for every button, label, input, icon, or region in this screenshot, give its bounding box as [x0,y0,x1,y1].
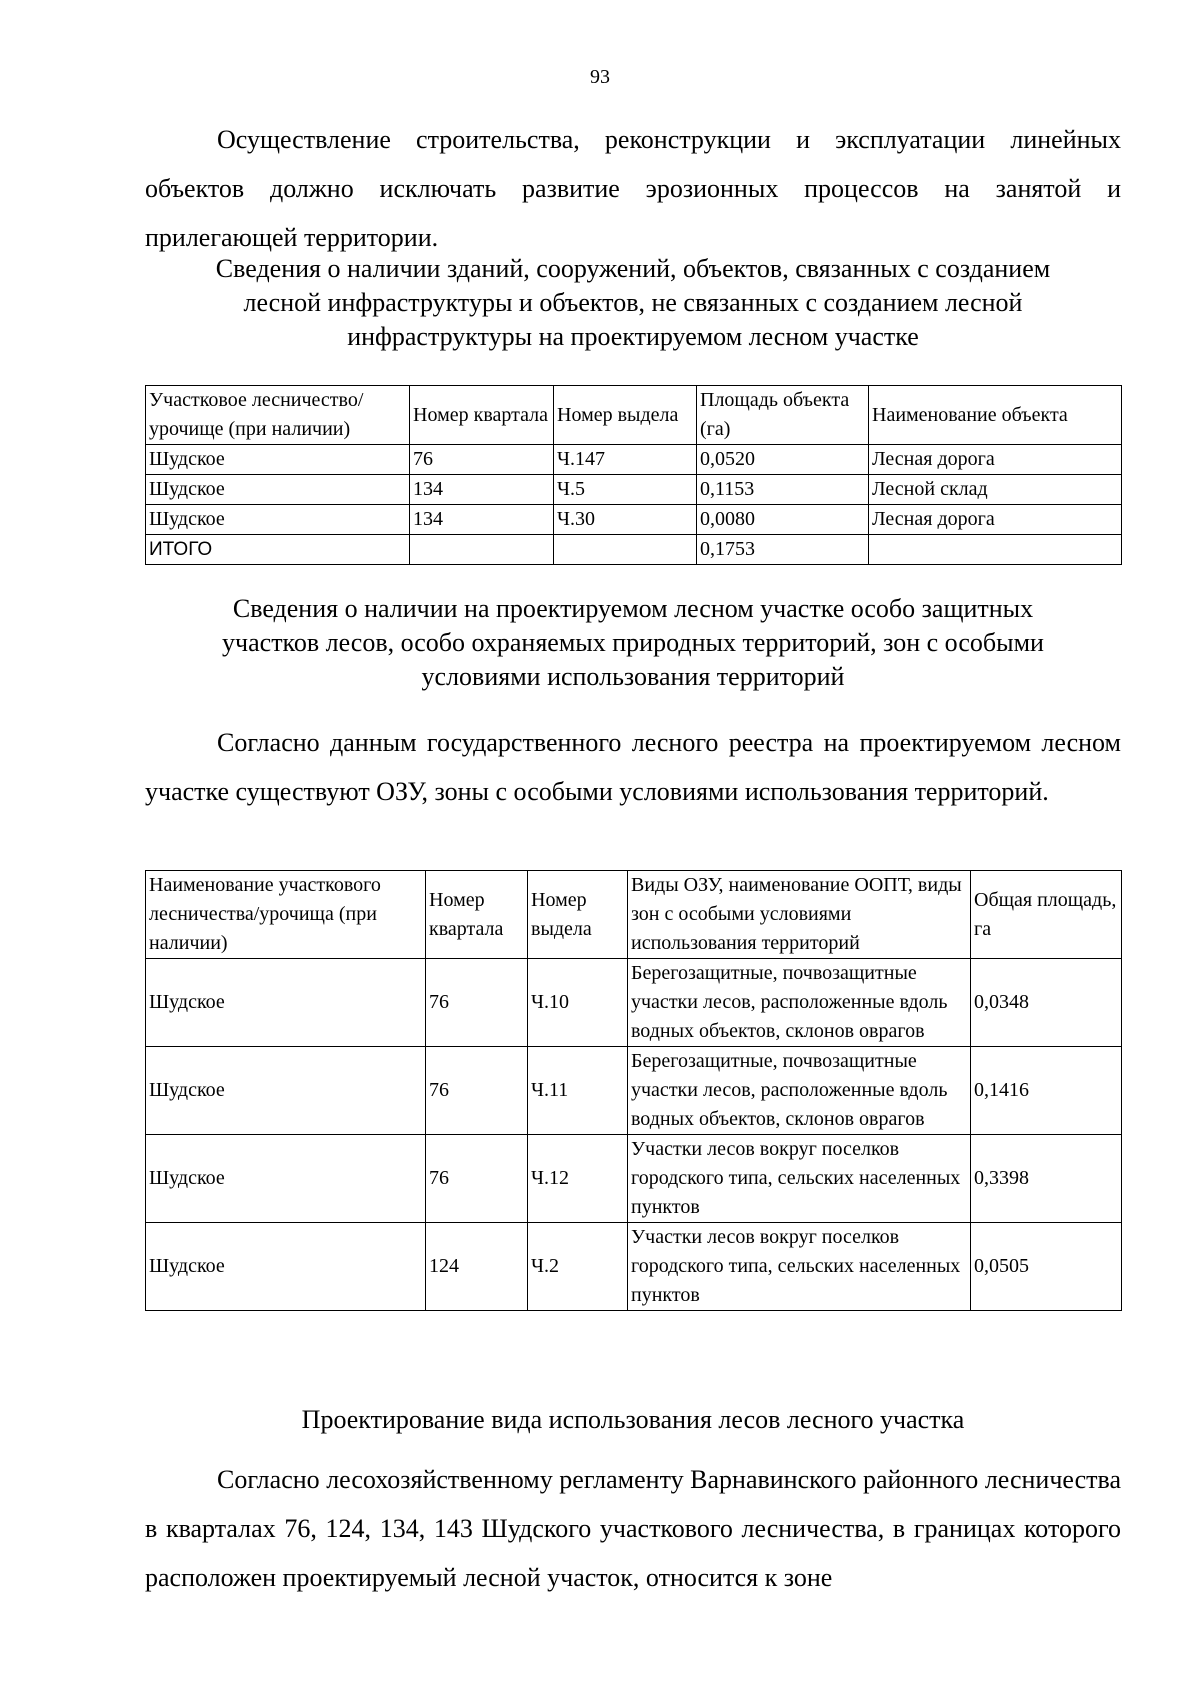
cell-empty [410,535,554,565]
header-section: Номер выдела [528,871,628,959]
section2-paragraph-text: Согласно данным государственного лесного реестра на проектируемом лесном участке существуют ОЗУ, зоны с особыми условиями использования территорий. [145,728,1121,806]
cell-types: Участки лесов вокруг поселков городского типа, сельских населенных пунктов [628,1135,971,1223]
header-object: Наименование объекта [869,386,1122,445]
section2-paragraph [145,718,1121,816]
cell-empty [869,535,1122,565]
cell-quarter: 124 [426,1223,528,1311]
cell-types: Берегозащитные, почвозащитные участки лесов, расположенные вдоль водных объектов, склонов оврагов [628,959,971,1047]
header-quarter: Номер квартала [426,871,528,959]
table-header-row [146,386,1122,445]
section1-title [145,252,1121,354]
cell-section: Ч.10 [528,959,628,1047]
intro-paragraph [145,115,1121,262]
cell-quarter: 76 [426,1047,528,1135]
cell-object: Лесной склад [869,475,1122,505]
cell-area: 0,3398 [971,1135,1122,1223]
cell-section: Ч.11 [528,1047,628,1135]
cell-section: Ч.5 [554,475,697,505]
section2-title [145,592,1121,694]
cell-quarter: 134 [410,475,554,505]
cell-quarter: 76 [410,445,554,475]
table-row [146,475,1122,505]
table-row [146,959,1122,1047]
header-quarter: Номер квартала [410,386,554,445]
cell-forestry: Шудское [146,959,426,1047]
cell-area: 0,1416 [971,1047,1122,1135]
cell-forestry: Шудское [146,475,410,505]
cell-forestry: Шудское [146,505,410,535]
cell-area: 0,1153 [697,475,869,505]
cell-area: 0,0080 [697,505,869,535]
page-number: 93 [590,66,610,88]
cell-section: Ч.30 [554,505,697,535]
cell-section: Ч.147 [554,445,697,475]
section2-title-line: Сведения о наличии на проектируемом лесном участке особо защитных [232,594,1034,623]
table-row [146,1135,1122,1223]
objects-table [145,385,1122,565]
section2-title-line: участков лесов, особо охраняемых природных территорий, зон с особыми [222,628,1044,657]
intro-paragraph-text: Осуществление строительства, реконструкции и эксплуатации линейных объектов должно исключать развитие эрозионных процессов на занятой и прилегающей территории. [145,125,1121,252]
cell-types: Берегозащитные, почвозащитные участки лесов, расположенные вдоль водных объектов, склонов оврагов [628,1047,971,1135]
section2-title-line: условиями использования территорий [421,662,845,691]
table-row [146,505,1122,535]
cell-object: Лесная дорога [869,505,1122,535]
table-header-row [146,871,1122,959]
cell-section: Ч.12 [528,1135,628,1223]
cell-quarter: 76 [426,959,528,1047]
table-row [146,445,1122,475]
cell-forestry: Шудское [146,445,410,475]
section1-title-line: инфраструктуры на проектируемом лесном участке [347,322,919,351]
header-area: Общая площадь, га [971,871,1122,959]
total-area: 0,1753 [697,535,869,565]
header-types: Виды ОЗУ, наименование ООПТ, виды зон с особыми условиями использования территорий [628,871,971,959]
header-area: Площадь объекта (га) [697,386,869,445]
section1-title-line: лесной инфраструктуры и объектов, не связанных с созданием лесной [243,288,1023,317]
cell-empty [554,535,697,565]
total-label: ИТОГО [146,535,410,565]
cell-object: Лесная дорога [869,445,1122,475]
header-forestry: Наименование участкового лесничества/урочища (при наличии) [146,871,426,959]
cell-forestry: Шудское [146,1047,426,1135]
table-row [146,1223,1122,1311]
cell-area: 0,0520 [697,445,869,475]
header-section: Номер выдела [554,386,697,445]
cell-forestry: Шудское [146,1223,426,1311]
table-row [146,1047,1122,1135]
cell-section: Ч.2 [528,1223,628,1311]
section3-title: Проектирование вида использования лесов лесного участка [301,1405,965,1434]
cell-quarter: 134 [410,505,554,535]
section1-title-line: Сведения о наличии зданий, сооружений, объектов, связанных с созданием [215,254,1051,283]
protected-areas-table [145,870,1122,1311]
header-forestry: Участковое лесничество/ урочище (при наличии) [146,386,410,445]
cell-area: 0,0505 [971,1223,1122,1311]
section3-paragraph-text: Согласно лесохозяйственному регламенту Варнавинского районного лесничества в кварталах 76, 124, 134, 143 Шудского участкового лесничества, в границах которого расположен проектируемый лесной участок, относится к зоне [145,1465,1121,1592]
cell-types: Участки лесов вокруг поселков городского типа, сельских населенных пунктов [628,1223,971,1311]
section3-paragraph [145,1455,1121,1602]
table-total-row [146,535,1122,565]
cell-forestry: Шудское [146,1135,426,1223]
cell-quarter: 76 [426,1135,528,1223]
cell-area: 0,0348 [971,959,1122,1047]
